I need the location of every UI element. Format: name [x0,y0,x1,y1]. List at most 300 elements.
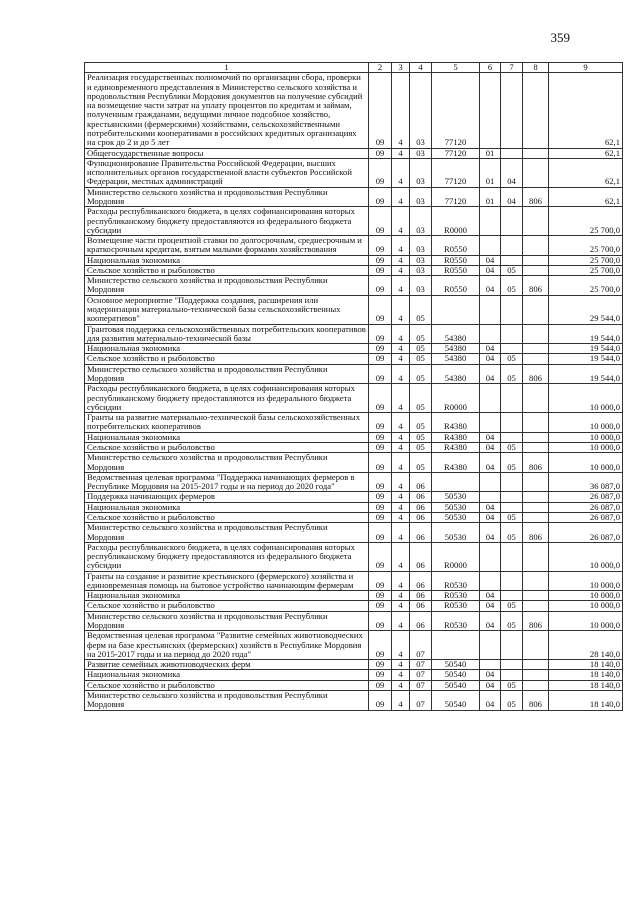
table-row [85,631,623,660]
row-cell: R0550 [432,236,480,256]
row-cell: 09 [369,295,392,324]
row-cell: 54380 [432,324,480,344]
row-cell: 09 [369,591,392,601]
row-cell [501,236,523,256]
row-cell [501,148,523,158]
row-description: Сельское хозяйство и рыболовство [85,442,369,452]
row-cell [432,472,480,492]
row-cell: 4 [392,265,410,275]
row-cell [480,207,501,236]
row-cell [501,255,523,265]
row-cell: 05 [410,442,432,452]
row-cell: 18 140,0 [549,660,623,670]
row-cell: 06 [410,472,432,492]
table-row [85,680,623,690]
row-cell: 01 [480,148,501,158]
row-cell: 09 [369,413,392,433]
row-cell: 09 [369,442,392,452]
row-cell: 07 [410,670,432,680]
row-cell: 4 [392,295,410,324]
row-description: Грантовая поддержка сельскохозяйственных потребительских кооперативов для развития материально-технической базы [85,324,369,344]
table-row [85,512,623,522]
row-cell: 05 [501,523,523,543]
column-header: 7 [501,63,523,73]
row-cell: 4 [392,413,410,433]
row-description: Расходы республиканского бюджета, в целях софинансирования которых республиканскому бюджету предоставляются из федерального бюджета субсидии [85,207,369,236]
row-cell: 06 [410,542,432,571]
table-row [85,660,623,670]
row-cell [523,472,549,492]
row-description: Министерство сельского хозяйства и продовольствия Республики Мордовия [85,453,369,473]
row-cell: 26 087,0 [549,492,623,502]
row-cell [523,354,549,364]
row-cell: 04 [480,523,501,543]
row-cell: 26 087,0 [549,512,623,522]
row-cell [501,571,523,591]
row-cell [480,295,501,324]
row-cell: 50530 [432,492,480,502]
row-cell: 50530 [432,523,480,543]
row-cell: 4 [392,680,410,690]
row-cell [480,384,501,413]
row-cell [523,384,549,413]
table-row [85,502,623,512]
row-cell: 06 [410,611,432,631]
row-cell: 806 [523,364,549,384]
page-number: 359 [550,30,570,45]
row-description: Гранты на развитие материально-технической базы сельскохозяйственных потребительских кооперативов [85,413,369,433]
row-description: Реализация государственных полномочий по организации сбора, проверки и единовременного представления в Министерство сельского хозяйства и продовольствия Республики Мордовия документов на получение субсидий на возмещение части затрат на уплату процентов по кредитам и займам, полученным гражданами, ведущими личное подсобное хозяйство, крестьянскими (фермерскими) хозяйствами, сельскохозяйственными потребительскими кооперативами в российских кредитных организациях на срок до 2 и до 5 лет [85,73,369,148]
row-cell: 50530 [432,512,480,522]
row-cell [501,660,523,670]
row-cell: 19 544,0 [549,344,623,354]
row-cell: 806 [523,523,549,543]
row-cell: 18 140,0 [549,691,623,711]
row-cell: 09 [369,601,392,611]
table-row [85,453,623,473]
row-cell: 06 [410,591,432,601]
row-cell: 04 [480,453,501,473]
row-cell: 09 [369,344,392,354]
table-row [85,324,623,344]
row-cell: 54380 [432,344,480,354]
column-header: 5 [432,63,480,73]
row-cell: 09 [369,631,392,660]
row-cell [480,413,501,433]
row-cell: 05 [501,354,523,364]
row-cell: 4 [392,631,410,660]
row-cell: R0530 [432,601,480,611]
row-cell [480,492,501,502]
row-cell: 07 [410,660,432,670]
row-cell: 05 [410,324,432,344]
row-cell: 4 [392,492,410,502]
row-cell: 4 [392,276,410,296]
table-row [85,148,623,158]
row-cell: 06 [410,512,432,522]
table-row [85,276,623,296]
row-cell: 03 [410,265,432,275]
row-cell: R0530 [432,591,480,601]
row-cell: 04 [480,502,501,512]
row-cell [523,432,549,442]
row-cell: 4 [392,207,410,236]
row-cell: 806 [523,453,549,473]
column-header: 4 [410,63,432,73]
row-cell: 25 700,0 [549,207,623,236]
row-cell: 50540 [432,680,480,690]
row-cell: 09 [369,472,392,492]
table-row [85,542,623,571]
row-cell: 05 [501,691,523,711]
row-cell: 09 [369,158,392,187]
row-cell: 50540 [432,670,480,680]
table-row [85,442,623,452]
row-cell: 19 544,0 [549,364,623,384]
row-cell: R0550 [432,276,480,296]
row-cell [501,413,523,433]
row-cell: R4380 [432,432,480,442]
row-description: Ведомственная целевая программа "Поддержка начинающих фермеров в Республике Мордовия на 2015-2017 годы и на период до 2020 года" [85,472,369,492]
row-description: Министерство сельского хозяйства и продовольствия Республики Мордовия [85,611,369,631]
table-row [85,344,623,354]
row-cell: 4 [392,354,410,364]
table-row [85,571,623,591]
row-cell: 04 [501,158,523,187]
row-cell [501,295,523,324]
row-cell: 04 [480,442,501,452]
row-cell: 06 [410,523,432,543]
row-cell: 4 [392,148,410,158]
row-cell: 06 [410,571,432,591]
table-row [85,73,623,148]
row-cell [523,324,549,344]
row-cell [523,601,549,611]
row-cell: 62,1 [549,158,623,187]
row-cell: 26 087,0 [549,523,623,543]
table-row [85,255,623,265]
row-cell: 09 [369,660,392,670]
row-cell: 25 700,0 [549,236,623,256]
row-cell [523,492,549,502]
row-cell: 04 [480,364,501,384]
row-cell: 04 [480,670,501,680]
column-header: 3 [392,63,410,73]
row-cell: 03 [410,255,432,265]
row-cell: 09 [369,542,392,571]
row-cell [523,571,549,591]
row-cell: 4 [392,364,410,384]
row-cell: 4 [392,502,410,512]
row-cell: 05 [501,442,523,452]
row-cell: 03 [410,73,432,148]
row-description: Национальная экономика [85,502,369,512]
row-cell [523,631,549,660]
row-cell: 03 [410,207,432,236]
row-cell: 05 [501,611,523,631]
row-cell: 4 [392,158,410,187]
row-cell: 04 [480,265,501,275]
row-cell: 06 [410,502,432,512]
row-cell: 09 [369,265,392,275]
row-description: Министерство сельского хозяйства и продовольствия Республики Мордовия [85,523,369,543]
row-cell: 4 [392,442,410,452]
row-cell: R0000 [432,542,480,571]
row-cell: 09 [369,670,392,680]
table-row [85,207,623,236]
table-row [85,432,623,442]
table-row [85,265,623,275]
row-cell: 28 140,0 [549,631,623,660]
row-cell: 4 [392,236,410,256]
row-cell: 50540 [432,691,480,711]
row-cell [523,207,549,236]
row-cell: 77120 [432,73,480,148]
row-cell: 09 [369,611,392,631]
row-description: Национальная экономика [85,255,369,265]
row-cell: 09 [369,453,392,473]
row-cell: 05 [410,453,432,473]
row-cell [523,442,549,452]
row-cell: 04 [480,276,501,296]
row-cell: 09 [369,148,392,158]
row-cell [523,670,549,680]
row-cell: 05 [410,384,432,413]
row-cell [501,324,523,344]
header-row [85,63,623,73]
row-cell: R4380 [432,442,480,452]
row-cell [523,502,549,512]
row-cell: 4 [392,384,410,413]
row-cell [523,542,549,571]
row-cell: 10 000,0 [549,442,623,452]
row-cell [523,512,549,522]
table-row [85,670,623,680]
row-cell: 09 [369,364,392,384]
row-cell: 01 [480,187,501,207]
row-description: Расходы республиканского бюджета, в целях софинансирования которых республиканскому бюджету предоставляются из федерального бюджета субсидии [85,542,369,571]
row-cell: 04 [480,611,501,631]
row-cell: 09 [369,512,392,522]
row-cell: 62,1 [549,187,623,207]
row-cell: 05 [410,364,432,384]
row-cell: 10 000,0 [549,413,623,433]
row-cell [523,591,549,601]
table-row [85,384,623,413]
row-cell [523,255,549,265]
row-cell: 10 000,0 [549,571,623,591]
row-cell: R4380 [432,453,480,473]
row-cell: 18 140,0 [549,670,623,680]
row-cell: 06 [410,492,432,502]
row-description: Национальная экономика [85,591,369,601]
row-cell: 54380 [432,364,480,384]
row-cell: 806 [523,276,549,296]
row-description: Национальная экономика [85,432,369,442]
row-description: Национальная экономика [85,344,369,354]
row-cell: 09 [369,207,392,236]
row-cell: 09 [369,236,392,256]
row-cell: 01 [480,158,501,187]
row-cell: 4 [392,453,410,473]
row-cell [480,324,501,344]
row-cell [523,413,549,433]
row-cell: 50530 [432,502,480,512]
row-cell [523,73,549,148]
row-cell: 25 700,0 [549,265,623,275]
row-cell: 05 [501,680,523,690]
row-cell [480,631,501,660]
table-row [85,364,623,384]
row-cell: 806 [523,691,549,711]
row-description: Гранты на создание и развитие крестьянского (фермерского) хозяйства и единовременная помощь на бытовое устройство начинающим фермерам [85,571,369,591]
row-cell: 03 [410,158,432,187]
table-row [85,472,623,492]
row-cell [501,432,523,442]
column-header: 1 [85,63,369,73]
row-description: Ведомственная целевая программа "Развитие семейных животноводческих ферм на базе крестьянских (фермерских) хозяйств в Республике Мордовия на 2015-2017 годы и на период до 2020 года" [85,631,369,660]
row-cell: 09 [369,680,392,690]
row-description: Министерство сельского хозяйства и продовольствия Республики Мордовия [85,276,369,296]
row-cell: 4 [392,660,410,670]
row-cell: 05 [410,295,432,324]
row-cell [432,295,480,324]
row-description: Расходы республиканского бюджета, в целях софинансирования которых республиканскому бюджету предоставляются из федерального бюджета субсидии [85,384,369,413]
row-cell: 4 [392,512,410,522]
table-row [85,591,623,601]
row-cell [501,502,523,512]
row-cell: 03 [410,148,432,158]
row-cell: 10 000,0 [549,453,623,473]
row-cell: 4 [392,472,410,492]
table-row [85,354,623,364]
row-cell: 09 [369,255,392,265]
row-cell: 04 [480,354,501,364]
row-cell: 4 [392,324,410,344]
row-cell: 4 [392,691,410,711]
row-cell: R0000 [432,384,480,413]
row-cell: 09 [369,187,392,207]
row-cell: 04 [480,344,501,354]
row-cell: 4 [392,344,410,354]
row-cell: 05 [501,364,523,384]
row-description: Сельское хозяйство и рыболовство [85,680,369,690]
row-cell: 05 [410,344,432,354]
row-cell: 50540 [432,660,480,670]
table-row [85,601,623,611]
row-cell: 04 [480,591,501,601]
row-cell: R0530 [432,571,480,591]
row-cell [501,73,523,148]
row-cell [480,571,501,591]
row-cell: 4 [392,611,410,631]
table-row [85,187,623,207]
row-description: Национальная экономика [85,670,369,680]
row-cell: 18 140,0 [549,680,623,690]
row-cell: 04 [480,601,501,611]
table-row [85,295,623,324]
row-cell: R0530 [432,611,480,631]
row-cell: 09 [369,432,392,442]
row-cell: 07 [410,691,432,711]
row-description: Возмещение части процентной ставки по долгосрочным, среднесрочным и краткосрочным кредитам, взятым малыми формами хозяйствования [85,236,369,256]
row-cell [480,472,501,492]
row-cell: 4 [392,571,410,591]
row-description: Общегосударственные вопросы [85,148,369,158]
row-cell [480,73,501,148]
row-cell: 05 [410,354,432,364]
row-cell: 06 [410,601,432,611]
row-cell [501,591,523,601]
row-cell: 09 [369,502,392,512]
column-header: 9 [549,63,623,73]
row-cell: 26 087,0 [549,502,623,512]
row-cell: 77120 [432,158,480,187]
row-cell: 77120 [432,148,480,158]
row-cell: 62,1 [549,73,623,148]
row-cell: R0000 [432,207,480,236]
row-cell [523,148,549,158]
row-cell: 05 [501,453,523,473]
row-description: Министерство сельского хозяйства и продовольствия Республики Мордовия [85,691,369,711]
row-cell: 77120 [432,187,480,207]
row-cell: 4 [392,591,410,601]
row-cell: 03 [410,276,432,296]
row-cell: 4 [392,255,410,265]
row-cell [501,542,523,571]
row-cell [432,631,480,660]
row-cell [501,472,523,492]
row-cell [523,236,549,256]
table-row [85,492,623,502]
row-cell: 09 [369,571,392,591]
row-cell [523,295,549,324]
row-cell: 4 [392,73,410,148]
row-cell: 10 000,0 [549,432,623,442]
row-cell: 05 [501,512,523,522]
row-description: Сельское хозяйство и рыболовство [85,354,369,364]
row-cell: 4 [392,542,410,571]
row-cell: R0550 [432,255,480,265]
table-row [85,236,623,256]
row-cell: 09 [369,324,392,344]
row-description: Министерство сельского хозяйства и продовольствия Республики Мордовия [85,187,369,207]
row-cell: 19 544,0 [549,354,623,364]
row-cell [523,158,549,187]
row-cell: 25 700,0 [549,255,623,265]
table-row [85,523,623,543]
row-cell: 806 [523,611,549,631]
row-cell: 4 [392,523,410,543]
row-cell [523,660,549,670]
table-row [85,611,623,631]
row-cell: 04 [480,512,501,522]
row-cell: 09 [369,276,392,296]
row-cell [501,670,523,680]
row-cell: 25 700,0 [549,276,623,296]
row-cell: R4380 [432,413,480,433]
row-cell: 07 [410,631,432,660]
row-cell: 09 [369,492,392,502]
row-cell: 54380 [432,354,480,364]
row-cell [501,344,523,354]
row-cell: 09 [369,73,392,148]
row-cell [480,542,501,571]
row-cell: 05 [410,432,432,442]
row-description: Сельское хозяйство и рыболовство [85,512,369,522]
row-cell [523,265,549,275]
row-cell: 04 [501,187,523,207]
